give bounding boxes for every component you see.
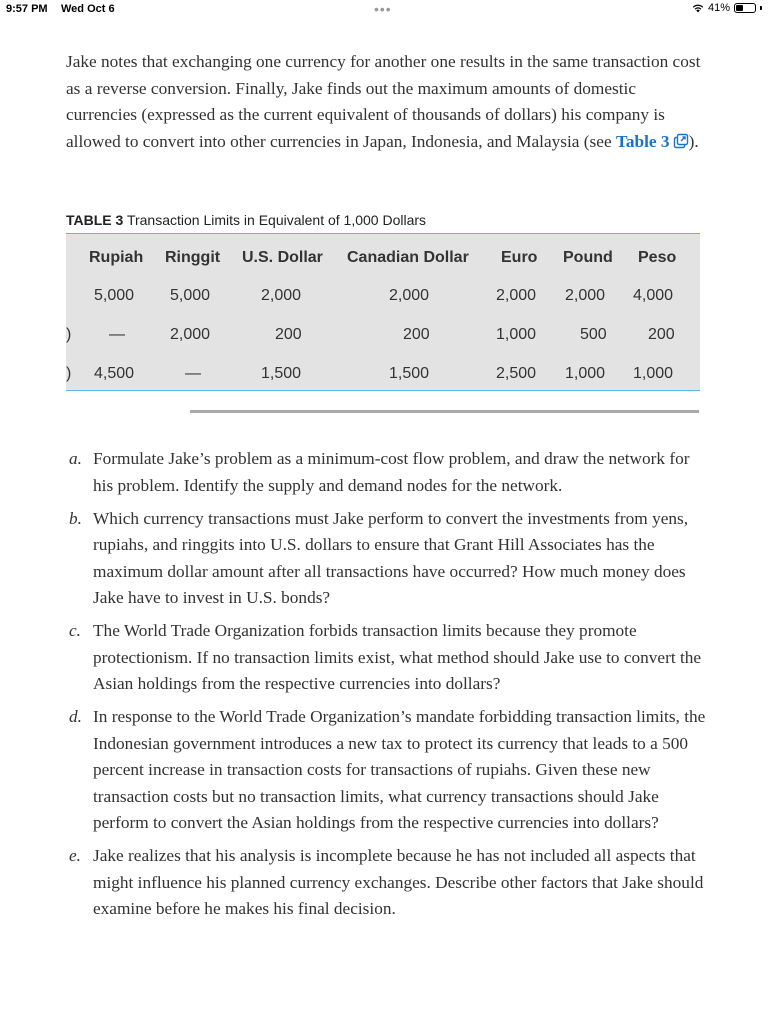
table-link-label: Table 3 [615,131,670,151]
list-item [66,843,706,923]
list-item [66,704,706,837]
table-cell: 500 [580,326,607,343]
table-cell: 1,000 [633,365,674,382]
table-cell: 2,000 [496,287,537,304]
intro-paragraph [66,49,706,155]
wifi-icon [692,3,704,13]
table-cell: 1,000 [565,365,606,382]
question-text: Which currency transactions must Jake perform to convert the investments from yens, rupiahs, and ringgits into U.S. dollars to ensure that Grant Hill Associates has the maximum dollar amount after all transactions have occurred? How much money does Jake have to invest in U.S. bonds? [93,508,689,607]
table-header: Rupiah [89,249,144,266]
table-cell: 2,000 [565,287,606,304]
question-list [66,446,706,929]
question-letter: e. [69,846,81,865]
list-item [66,506,706,612]
list-item [66,618,706,698]
table-header: Ringgit [165,249,221,266]
table-cell: 200 [275,326,302,343]
table-cell: 4,000 [633,287,674,304]
question-text: In response to the World Trade Organization’s mandate forbidding transaction limits, the Indonesian government introduces a new tax to protect its currency that leads to a 500 percent increase in transaction costs for transactions of rupiahs. Given these new transaction costs but no transaction limits, what currency transactions should Jake perform to convert the Asian holdings from the respective currencies into dollars? [93,707,706,832]
table-row-stub: ) [66,326,72,343]
question-text: Formulate Jake’s problem as a minimum-cost flow problem, and draw the network for his problem. Identify the supply and demand nodes for the network. [93,449,690,495]
multitasking-dots-icon[interactable]: ••• [374,1,392,17]
intro-text: Jake notes that exchanging one currency for another one results in the same transaction cost as a reverse conversion. Finally, Jake finds out the maximum amounts of domestic currencies (expressed as the current equivalent of thousands of dollars) his company is allowed to convert into other currencies in Japan, Indonesia, and Malaysia (see [66,52,701,151]
status-indicators [692,2,762,14]
status-bar [0,0,768,20]
table-caption-label: TABLE 3 [66,212,124,228]
table-cell: 5,000 [170,287,211,304]
table-cell: 2,000 [261,287,302,304]
table-row-stub: ) [66,365,72,382]
battery-percent: 41% [707,2,730,14]
table-cell: 2,000 [170,326,211,343]
battery-tip [760,6,762,10]
table-cell: — [109,326,125,343]
table-caption [66,212,426,228]
table-cell: 2,000 [389,287,430,304]
table-header: Pound [563,249,613,266]
table-cell: 1,500 [389,365,430,382]
question-letter: c. [69,621,81,640]
question-letter: b. [69,508,82,528]
list-item [66,446,706,499]
table-cell: 2,500 [496,365,537,382]
table-cell: 200 [648,326,675,343]
battery-fill [736,5,743,11]
table-cell: 4,500 [94,365,135,382]
question-letter: d. [69,707,82,726]
table-header: Peso [638,249,677,266]
table-cell: 1,000 [496,326,537,343]
table-header: U.S. Dollar [242,249,323,266]
table-caption-text: Transaction Limits in Equivalent of 1,000 Dollars [126,212,427,228]
table-cell: 5,000 [94,287,135,304]
status-date: Wed Oct 6 [61,3,115,15]
table-3-link[interactable] [616,132,689,151]
question-letter: a. [69,449,82,468]
status-time: 9:57 PM [6,3,48,15]
table-horizontal-scrollbar[interactable] [190,410,699,413]
table-cell: — [185,365,201,382]
table-cell: 200 [403,326,430,343]
table-header: Euro [501,249,538,266]
battery-icon [734,3,756,13]
table-cell: 1,500 [261,365,302,382]
intro-text-end: ). [688,131,699,151]
transaction-limits-table[interactable] [66,233,700,391]
question-text: Jake realizes that his analysis is incomplete because he has not included all aspects that might influence his planned currency exchanges. Describe other factors that Jake should examine before he makes his final decision. [93,846,704,918]
question-text: The World Trade Organization forbids transaction limits because they promote protectionism. If no transaction limits exist, what method should Jake use to convert the Asian holdings from the respective currencies into dollars? [93,621,702,693]
external-link-icon [673,133,689,149]
table-header: Canadian Dollar [347,249,469,266]
